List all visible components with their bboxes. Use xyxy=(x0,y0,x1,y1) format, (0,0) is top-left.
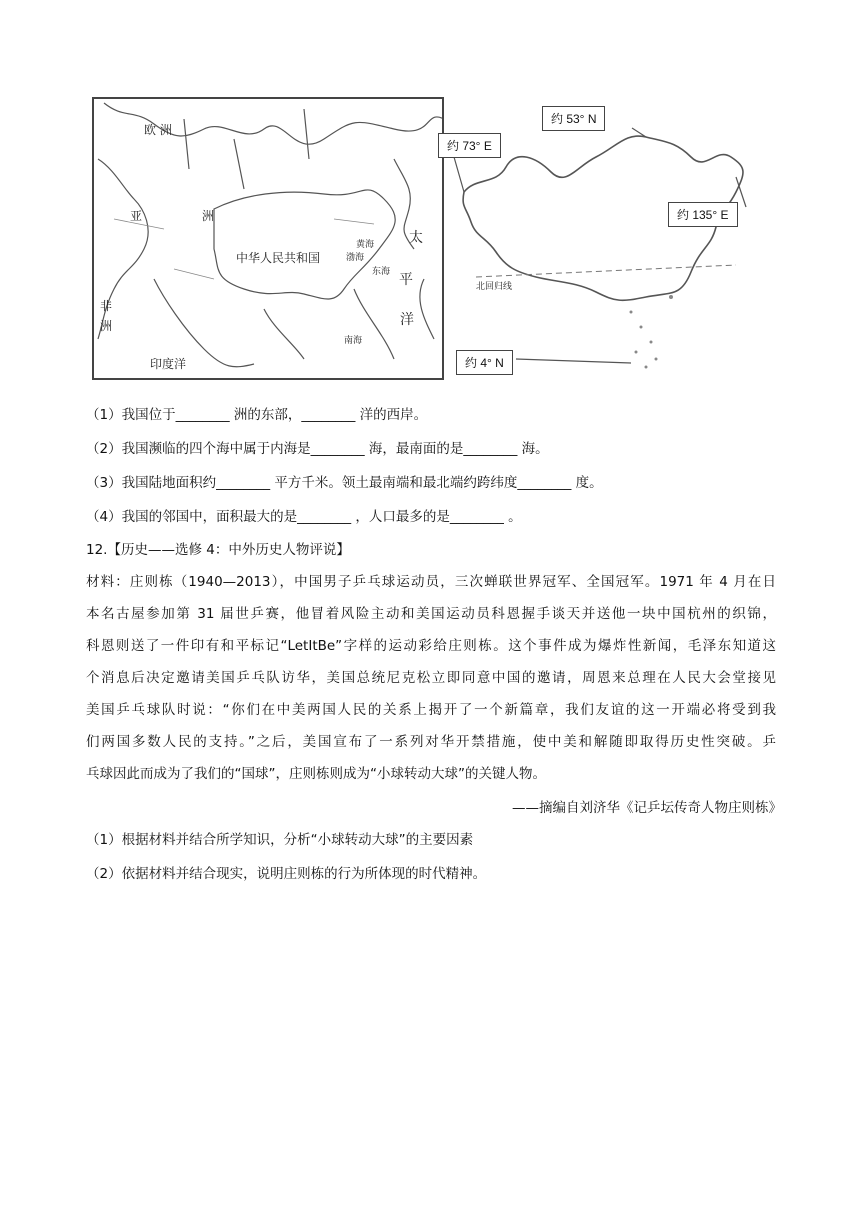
material-line: 乓球因此而成为了我们的“国球”，庄则栋则成为“小球转动大球”的关键人物。 xyxy=(86,766,546,782)
material-line: 材料：庄则栋（1940—2013），中国男子乒乓球运动员，三次蝉联世界冠军、全国冠军。1971 年 4 月在日 xyxy=(86,574,776,590)
label-pacific-3: 洋 xyxy=(400,312,414,328)
label-bohai: 渤海 xyxy=(346,253,365,263)
label-africa-1: 非 xyxy=(100,299,113,313)
label-pacific-2: 平 xyxy=(399,272,413,288)
material-line: 们两国多数人民的支持。”之后，美国宣布了一系列对华开禁措施，使中美和解随即取得历史性突破。乒 xyxy=(86,734,776,750)
label-tropic-cancer: 北回归线 xyxy=(476,282,513,292)
label-asia-1: 亚 xyxy=(130,209,143,223)
material-line: 美国乒乓球队时说：“你们在中美两国人民的关系上揭开了一个新篇章，我们友谊的这一开端必将受到我 xyxy=(86,702,776,718)
label-africa-2: 洲 xyxy=(100,319,113,333)
geo-question-2: （2）我国濒临的四个海中属于内海是________ 海，最南面的是________ 海。 xyxy=(86,441,549,457)
history-question-1: （1）根据材料并结合所学知识，分析“小球转动大球”的主要因素 xyxy=(86,832,474,848)
geo-question-1: （1）我国位于________ 洲的东部，________ 洋的西岸。 xyxy=(86,407,428,423)
label-donghai: 东海 xyxy=(372,267,391,277)
asia-map xyxy=(92,97,444,380)
callout-south: 约 4° N xyxy=(456,350,513,375)
label-europe: 欧 洲 xyxy=(144,123,172,137)
question-12-heading: 12.【历史——选修 4：中外历史人物评说】 xyxy=(86,542,350,558)
label-huanghai: 黄海 xyxy=(356,240,375,250)
history-question-2: （2）依据材料并结合现实，说明庄则栋的行为所体现的时代精神。 xyxy=(86,866,487,882)
label-china: 中华人民共和国 xyxy=(236,251,321,265)
callout-north: 约 53° N xyxy=(542,106,605,131)
asia-map-drawing xyxy=(94,99,444,380)
callout-west: 约 73° E xyxy=(438,133,501,158)
geo-question-3: （3）我国陆地面积约________ 平方千米。领土最南端和最北端约跨纬度________ 度。 xyxy=(86,475,603,491)
source-credit: ——摘编自刘济华《记乒坛传奇人物庄则栋》 xyxy=(512,800,782,816)
material-line: 个消息后决定邀请美国乒乓队访华，美国总统尼克松立即同意中国的邀请，周恩来总理在人民大会堂接见 xyxy=(86,670,776,686)
map-figures xyxy=(92,97,782,387)
material-line: 科恩则送了一件印有和平标记“LetItBe”字样的运动彩给庄则栋。这个事件成为爆炸性新闻，毛泽东知道这 xyxy=(86,638,776,654)
label-nanhai: 南海 xyxy=(344,336,363,346)
geo-question-4: （4）我国的邻国中，面积最大的是________ ，人口最多的是________ 。 xyxy=(86,509,522,525)
material-line: 本名古屋参加第 31 届世乒赛，他冒着风险主动和美国运动员科恩握手谈天并送他一块中国杭州的织锦， xyxy=(86,606,776,622)
label-indian-ocean: 印度洋 xyxy=(150,357,187,371)
callout-east: 约 135° E xyxy=(668,202,738,227)
label-asia-2: 洲 xyxy=(202,209,215,223)
china-extent-map xyxy=(446,97,782,387)
label-pacific-1: 太 xyxy=(409,230,423,246)
